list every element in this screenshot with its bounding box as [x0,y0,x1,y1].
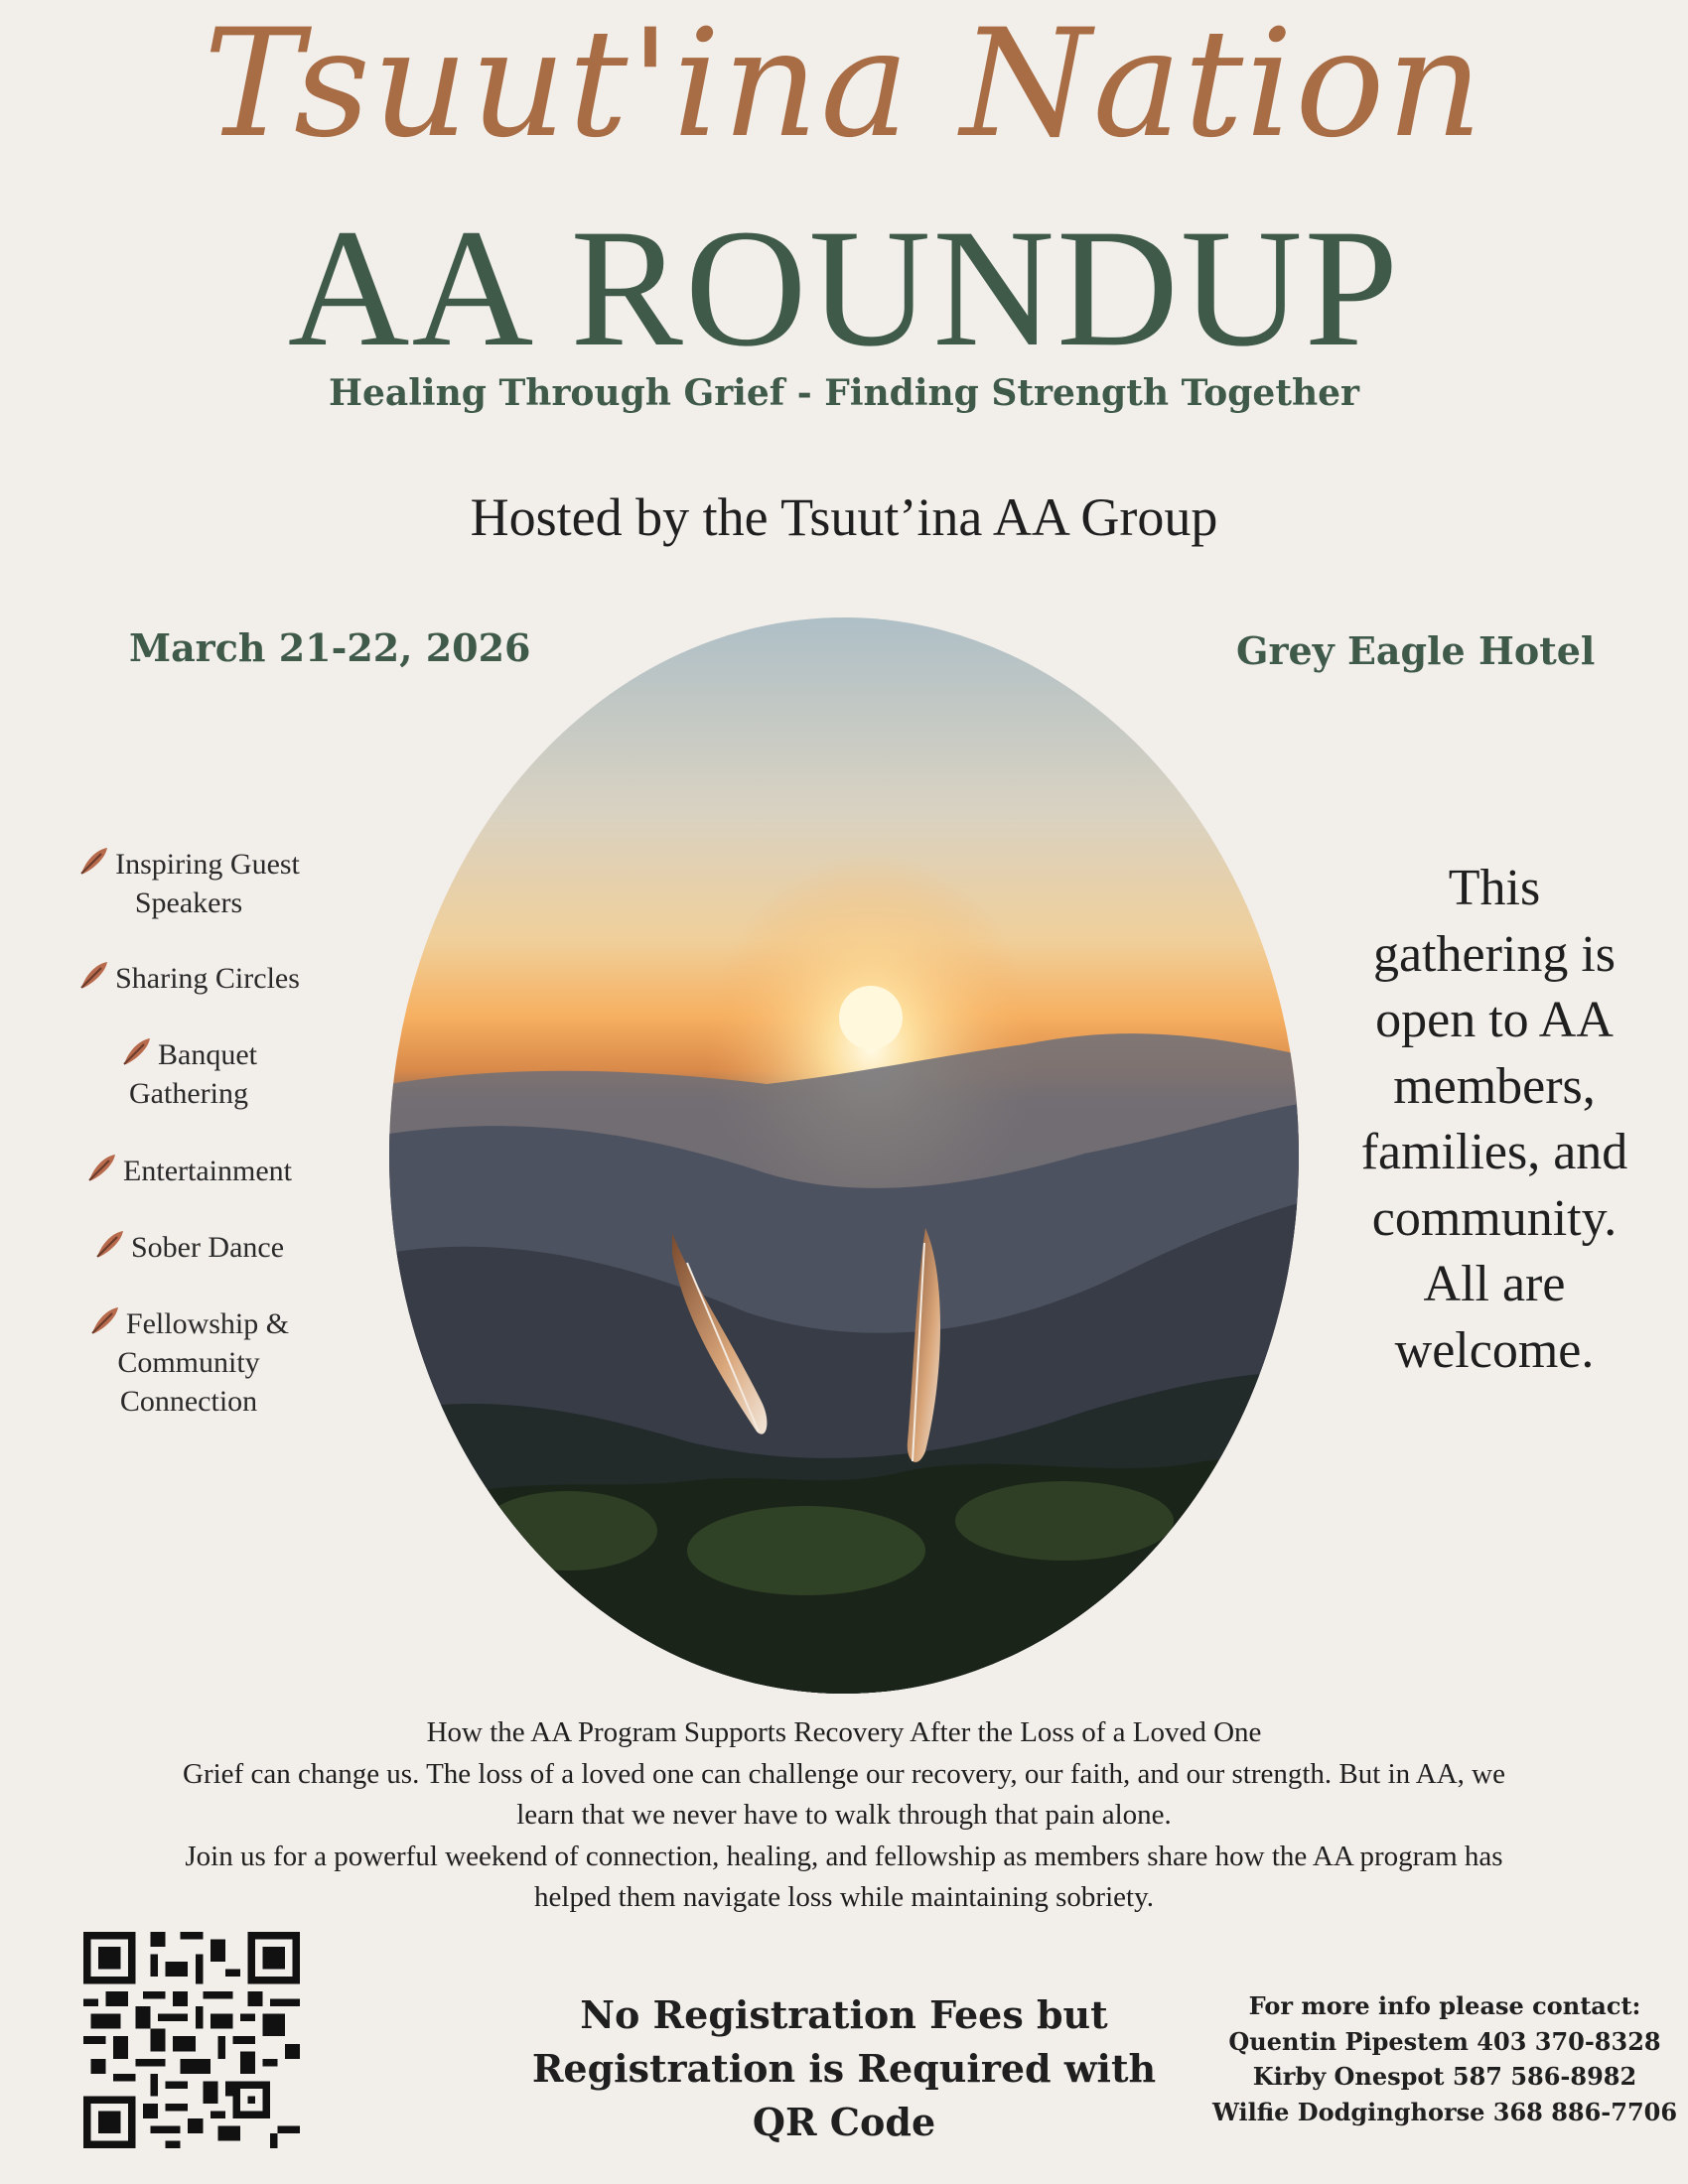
registration-line: Registration is Required with [531,2046,1157,2091]
feature-item [40,958,338,998]
feature-item [40,1227,338,1267]
feature-item [40,844,338,922]
hosted-by: Hosted by the Tsuut’ina AA Group [470,487,1218,547]
description-line: learn that we never have to walk through that pain alone. [516,1799,1172,1831]
qr-code[interactable] [83,1932,300,2148]
event-venue: Grey Eagle Hotel [1236,628,1596,673]
welcome-line: All are [1423,1256,1566,1312]
welcome-line: members, [1393,1057,1596,1115]
contact-line: Quentin Pipestem 403 370-8328 [1228,2026,1661,2056]
welcome-line: This [1448,860,1541,916]
feature-label: Sharing Circles [115,962,300,995]
registration-notice [516,1988,1172,2149]
feature-label: Sober Dance [130,1231,285,1264]
feature-label: Connection [119,1385,258,1418]
description-line: Join us for a powerful weekend of connection, healing, and fellowship as members share how the AA program has [185,1840,1503,1872]
description-heading: How the AA Program Supports Recovery After the Loss of a Loved One [426,1716,1262,1748]
feature-item [40,1034,338,1113]
script-title: Tsuut'ina Nation [203,0,1485,171]
registration-line: No Registration Fees but [580,1992,1108,2037]
feature-label: Inspiring Guest [115,848,300,881]
event-title: AA ROUNDUP [287,195,1401,381]
feature-item [40,1303,338,1421]
feature-label: Entertainment [123,1155,292,1187]
contact-line: Wilfie Dodginghorse 368 886-7706 [1211,2097,1678,2126]
sunset-feathers-photo [389,617,1299,1695]
feather-icon [88,1303,122,1337]
welcome-line: open to AA [1375,992,1614,1048]
welcome-message [1311,856,1678,1384]
welcome-line: gathering is [1372,925,1617,983]
contact-line: Kirby Onespot 587 586-8982 [1252,2062,1637,2091]
event-date: March 21-22, 2026 [129,625,531,670]
description-text [40,1712,1648,1919]
event-subtitle: Healing Through Grief - Finding Strength Together [329,372,1359,414]
feature-label: Banquet [158,1038,257,1071]
feather-icon [77,844,111,878]
description-line: helped them navigate loss while maintaining sobriety. [534,1881,1154,1913]
feature-label: Fellowship & [125,1307,290,1340]
feature-label: Community [117,1346,260,1379]
registration-line: QR Code [752,2100,936,2144]
feature-label: Gathering [129,1077,248,1110]
welcome-line: families, and [1360,1124,1628,1180]
feather-icon [120,1034,154,1068]
feature-item [40,1151,338,1190]
contact-info [1206,1988,1683,2129]
feather-icon [93,1227,127,1261]
welcome-line: welcome. [1394,1321,1595,1379]
feather-icon [77,958,111,992]
description-line: Grief can change us. The loss of a loved one can challenge our recovery, our faith, and our strength. But in AA, we [183,1757,1505,1790]
feather-icon [85,1151,119,1184]
feature-label: Speakers [134,887,243,919]
welcome-line: community. [1371,1189,1618,1247]
contact-heading: For more info please contact: [1248,1991,1641,2020]
